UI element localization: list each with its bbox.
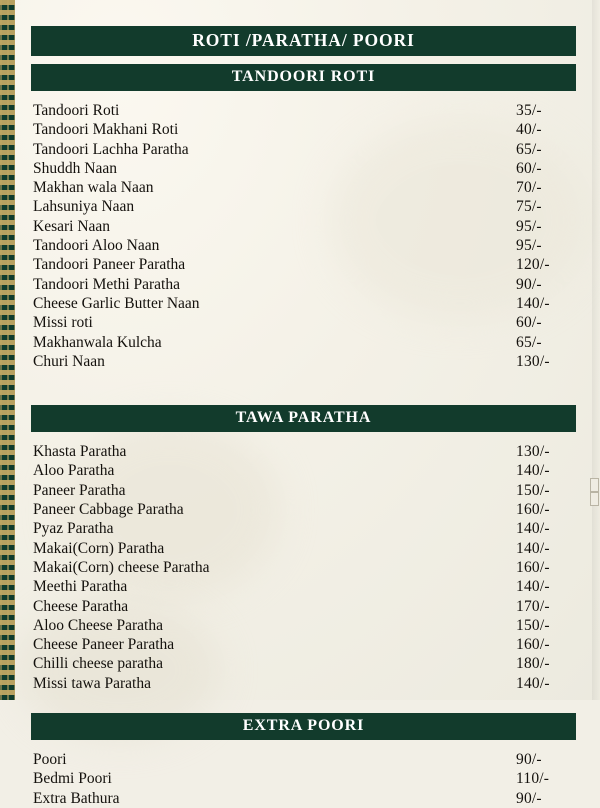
- menu-item-price: 120/-: [516, 256, 550, 274]
- menu-item-row: [33, 539, 574, 558]
- menu-item-name: Makai(Corn) cheese Paratha: [33, 558, 210, 576]
- menu-item-name: Cheese Paneer Paratha: [33, 636, 175, 654]
- menu-item-price: 90/-: [516, 275, 542, 293]
- menu-main-heading: ROTI /PARATHA/ POORI: [31, 26, 576, 56]
- menu-item-name: Tandoori Roti: [33, 102, 120, 119]
- menu-item-name: Cheese Paratha: [33, 597, 129, 615]
- menu-item-name: Makai(Corn) Paratha: [33, 539, 165, 557]
- menu-item-row: [33, 120, 574, 139]
- menu-item-price: 90/-: [516, 789, 542, 807]
- menu-item-name: Extra Bathura: [33, 789, 120, 807]
- menu-item-row: [33, 481, 574, 500]
- menu-item-row: [33, 333, 574, 352]
- menu-item-name: Bedmi Poori: [33, 770, 112, 788]
- menu-item-price: 90/-: [516, 751, 542, 769]
- section-spacer: [15, 693, 592, 705]
- menu-item-name: Cheese Garlic Butter Naan: [33, 294, 200, 312]
- menu-item-name: Missi tawa Paratha: [33, 674, 151, 692]
- menu-item-price: 60/-: [516, 314, 542, 332]
- menu-item-row: [33, 197, 574, 216]
- menu-item-row: [33, 352, 574, 371]
- menu-item-price: 140/-: [516, 539, 550, 557]
- menu-item-name: Makhan wala Naan: [33, 179, 154, 197]
- menu-item-row: [33, 577, 574, 596]
- menu-item-name: Meethi Paratha: [33, 578, 128, 596]
- menu-item-row: [33, 217, 574, 236]
- menu-item-row: [33, 597, 574, 616]
- page-right-edge: [592, 0, 600, 700]
- menu-item-price: 65/-: [516, 140, 542, 158]
- menu-item-name: Shuddh Naan: [33, 159, 117, 177]
- menu-item-row: [33, 159, 574, 178]
- menu-item-price: 35/-: [516, 102, 542, 119]
- menu-item-row: [33, 674, 574, 693]
- menu-item-name: Churi Naan: [33, 352, 105, 370]
- menu-item-name: Tandoori Lachha Paratha: [33, 140, 189, 158]
- menu-item-name: Tandoori Paneer Paratha: [33, 256, 186, 274]
- menu-item-name: Poori: [33, 751, 67, 769]
- menu-item-name: Kesari Naan: [33, 217, 111, 235]
- menu-item-row: [33, 635, 574, 654]
- section-items-tandoori-roti: [33, 101, 574, 371]
- menu-item-price: 160/-: [516, 501, 550, 519]
- decorative-border-pattern: [0, 0, 15, 700]
- menu-item-name: Chilli cheese paratha: [33, 655, 163, 673]
- menu-item-name: Lahsuniya Naan: [33, 198, 135, 216]
- menu-item-price: 160/-: [516, 636, 550, 654]
- menu-item-row: [33, 461, 574, 480]
- menu-item-price: 130/-: [516, 352, 550, 370]
- menu-item-name: Missi roti: [33, 314, 93, 332]
- section-items-tawa-paratha: [33, 442, 574, 693]
- section-heading-extra-poori: EXTRA POORI: [31, 713, 576, 740]
- menu-item-price: 95/-: [516, 217, 542, 235]
- menu-item-row: [33, 500, 574, 519]
- decorative-left-border: [0, 0, 15, 700]
- menu-item-price: 70/-: [516, 179, 542, 197]
- menu-item-price: 75/-: [516, 198, 542, 216]
- menu-item-row: [33, 255, 574, 274]
- menu-item-row: [33, 442, 574, 461]
- menu-item-row: [33, 236, 574, 255]
- section-spacer: [15, 371, 592, 405]
- menu-item-price: 140/-: [516, 578, 550, 596]
- menu-content: [15, 0, 592, 807]
- menu-item-price: 60/-: [516, 159, 542, 177]
- menu-item-row: [33, 101, 574, 120]
- menu-item-price: 170/-: [516, 597, 550, 615]
- menu-item-name: Tandoori Aloo Naan: [33, 237, 160, 255]
- menu-item-row: [33, 616, 574, 635]
- menu-item-price: 160/-: [516, 558, 550, 576]
- menu-item-price: 140/-: [516, 520, 550, 538]
- menu-item-price: 110/-: [516, 770, 550, 788]
- menu-item-price: 140/-: [516, 462, 550, 480]
- menu-item-row: [33, 140, 574, 159]
- menu-item-price: 130/-: [516, 443, 550, 461]
- menu-item-row: [33, 769, 574, 788]
- menu-item-name: Pyaz Paratha: [33, 520, 114, 538]
- menu-item-row: [33, 313, 574, 332]
- menu-item-price: 65/-: [516, 333, 542, 351]
- menu-item-name: Makhanwala Kulcha: [33, 333, 162, 351]
- menu-item-name: Aloo Paratha: [33, 462, 115, 480]
- menu-item-row: [33, 519, 574, 538]
- menu-item-name: Paneer Paratha: [33, 481, 126, 499]
- menu-item-price: 40/-: [516, 121, 542, 139]
- menu-item-row: [33, 789, 574, 808]
- menu-item-row: [33, 654, 574, 673]
- menu-item-row: [33, 558, 574, 577]
- menu-item-price: 95/-: [516, 237, 542, 255]
- section-items-extra-poori: [33, 750, 574, 808]
- menu-item-name: Aloo Cheese Paratha: [33, 616, 163, 634]
- section-heading-tandoori-roti: TANDOORI ROTI: [31, 64, 576, 91]
- menu-item-row: [33, 178, 574, 197]
- menu-item-name: Khasta Paratha: [33, 443, 127, 461]
- menu-item-price: 140/-: [516, 294, 550, 312]
- menu-item-price: 180/-: [516, 655, 550, 673]
- menu-item-row: [33, 750, 574, 769]
- menu-item-row: [33, 294, 574, 313]
- menu-item-price: 150/-: [516, 481, 550, 499]
- menu-item-row: [33, 275, 574, 294]
- menu-item-name: Paneer Cabbage Paratha: [33, 501, 184, 519]
- section-heading-tawa-paratha: TAWA PARATHA: [31, 405, 576, 432]
- menu-item-name: Tandoori Methi Paratha: [33, 275, 180, 293]
- menu-item-name: Tandoori Makhani Roti: [33, 121, 179, 139]
- menu-item-price: 150/-: [516, 616, 550, 634]
- menu-item-price: 140/-: [516, 674, 550, 692]
